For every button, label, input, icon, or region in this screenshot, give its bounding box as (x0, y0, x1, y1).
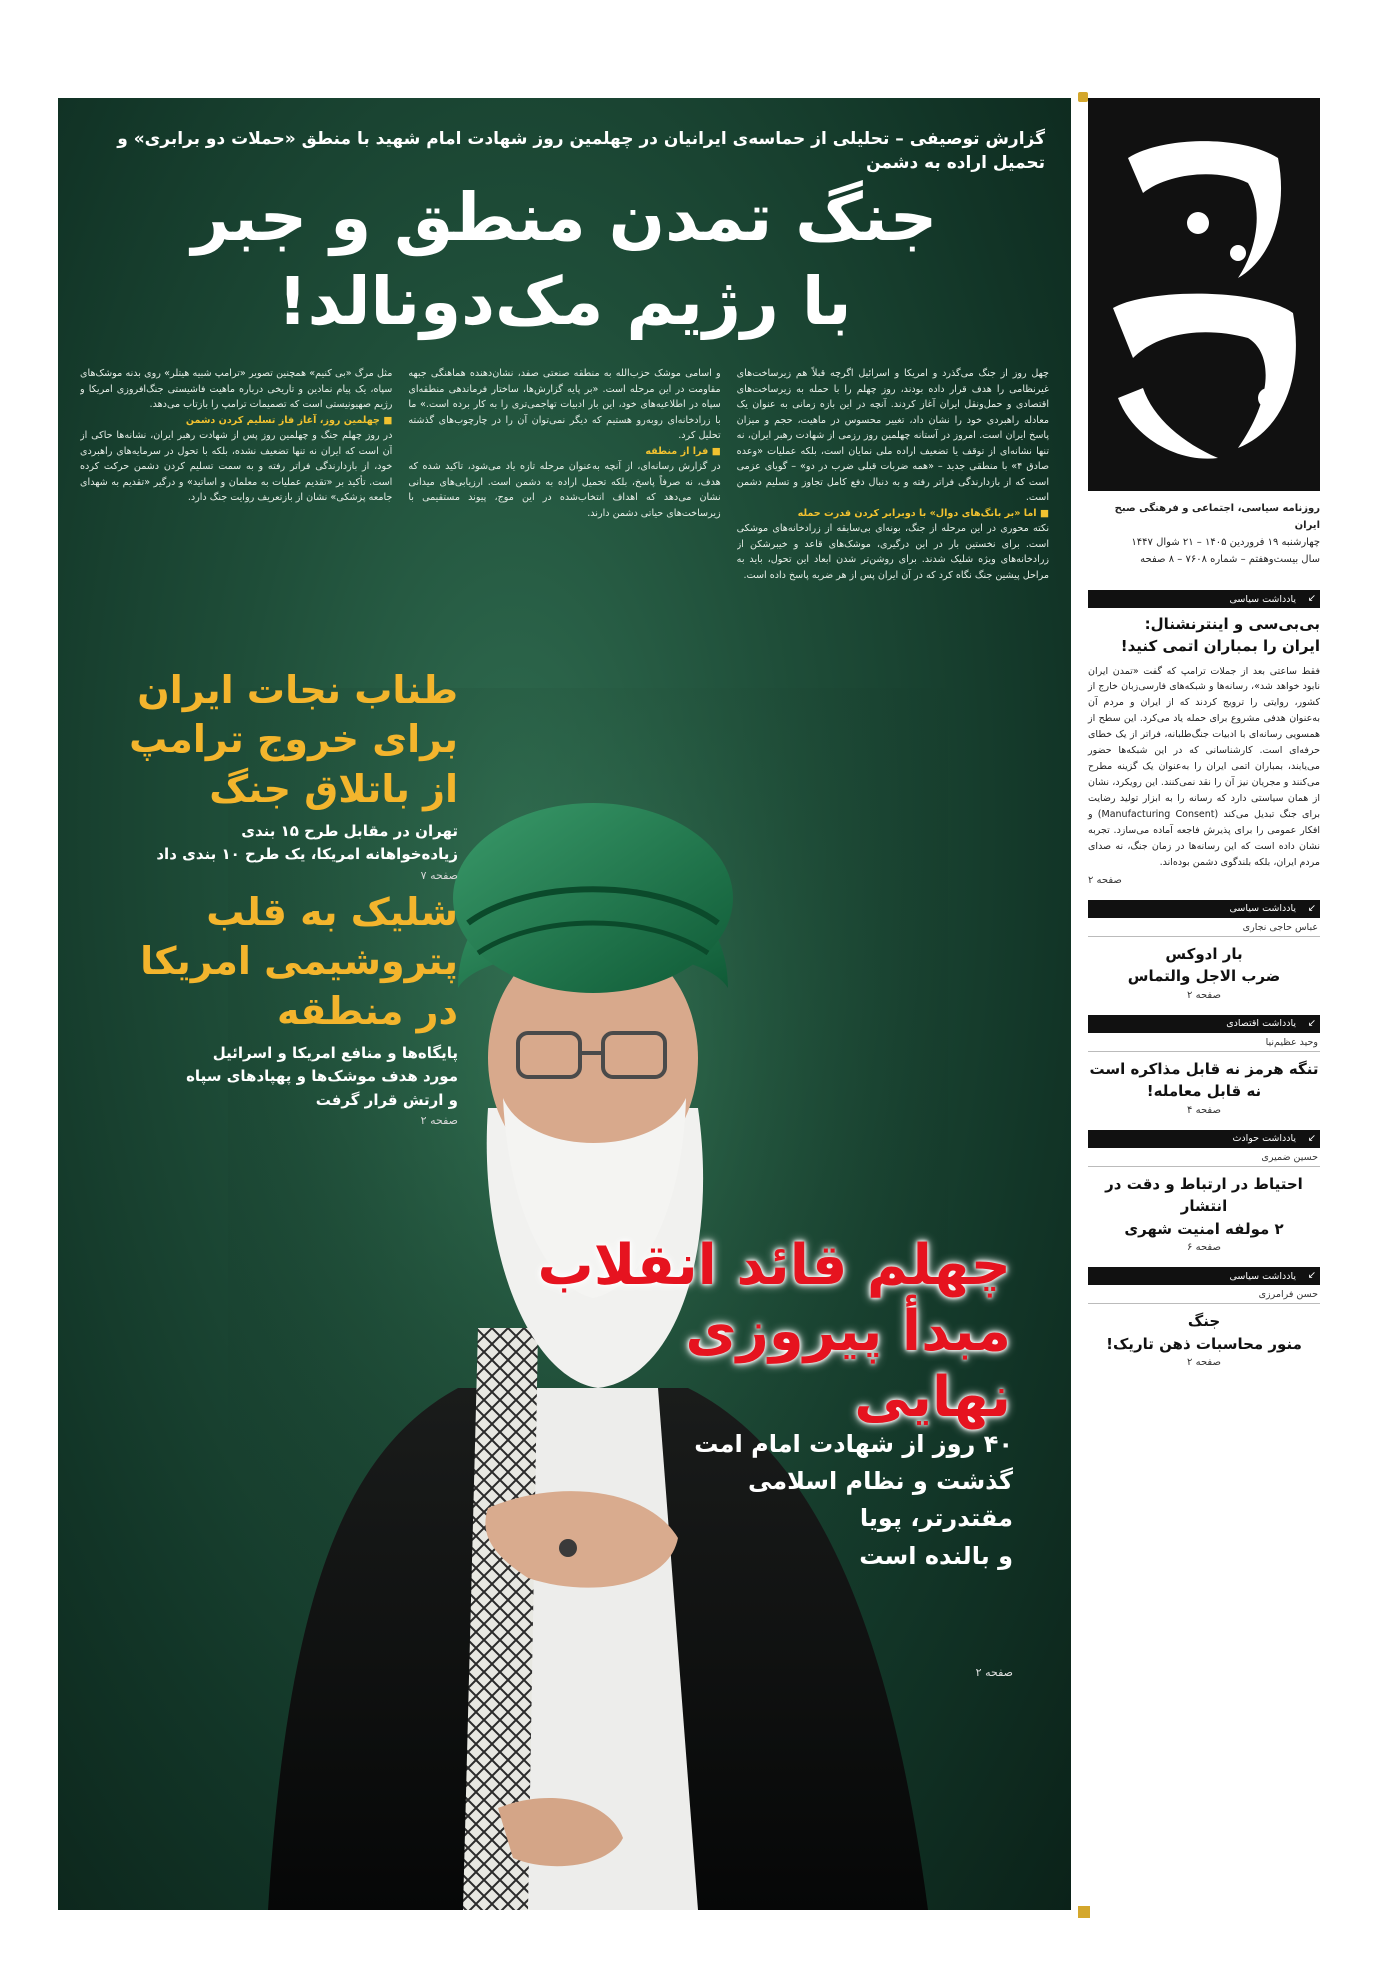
main-poster (58, 98, 1071, 1910)
article-column-3 (80, 366, 392, 696)
title-line: ۲ مولفه امنیت شهری (1124, 1219, 1284, 1238)
section-label: یادداشت سیاسی (1229, 903, 1296, 915)
teaser-title (118, 888, 458, 1036)
teaser-title-line: برای خروج ترامپ (129, 717, 458, 762)
title-line: تنگه هرمز نه قابل مذاکره است (1089, 1059, 1319, 1078)
page-ref: صفحه ۲ (1187, 989, 1221, 1001)
author-name: حسین ضمیری (1088, 1148, 1320, 1167)
teaser-title-line: از باتلاق جنگ (209, 766, 458, 811)
masthead-tagline: روزنامه سیاسی، اجتماعی و فرهنگی صبح ایران (1114, 503, 1320, 531)
teaser-iran-rescue-rope[interactable] (118, 666, 458, 882)
red-headline-line2: مبدأ پیروزی نهایی (685, 1299, 1011, 1431)
arrow-icon: ↙ (1307, 902, 1316, 914)
teaser-title-line: پتروشیمی امریکا (140, 939, 458, 984)
right-sidebar (1088, 590, 1320, 1382)
teaser-desc-line: پایگاه‌ها و منافع امریکا و اسرائیل (212, 1044, 458, 1063)
teaser-description (118, 820, 458, 867)
sidebar-block-war (1088, 1267, 1320, 1368)
teaser-desc-line: و ارتش قرار گرفت (315, 1090, 458, 1109)
main-headline[interactable] (118, 176, 1011, 345)
gold-corner-mark (1078, 92, 1088, 102)
sidebar-article-title[interactable] (1088, 608, 1320, 658)
sidebar-block-paradox (1088, 900, 1320, 1001)
title-line: نه قابل معامله! (1146, 1082, 1262, 1101)
lead-article (80, 366, 1049, 696)
title-line: ایران را بمباران اتمی کنید! (1120, 636, 1320, 655)
article-column-2 (408, 366, 720, 696)
article-column-1 (737, 366, 1049, 696)
title-line: منور محاسبات ذهن تاریک! (1106, 1334, 1302, 1353)
teaser-desc-line: تهران در مقابل طرح ۱۵ بندی (241, 822, 458, 841)
poster-subhead: گزارش توصیفی – تحلیلی از حماسه‌ی ایرانیان در چهلمین روز شهادت امام شهید با منطق «حملات دو برابری» و تحمیل اراده به دشمن (117, 129, 1045, 173)
arrow-icon: ↙ (1307, 1132, 1316, 1144)
masthead-info (1088, 500, 1320, 568)
teaser-page-ref: صفحه ۲ (420, 1113, 458, 1127)
javan-logo (1088, 98, 1320, 491)
red-sub-line: ۴۰ روز از شهادت امام امت (694, 1430, 1013, 1458)
title-line: جنگ (1187, 1312, 1221, 1331)
article-text: چهل روز از جنگ می‌گذرد و امریکا و اسرائیل اگرچه قبلاً هم زیرساخت‌های غیرنظامی را هدف قرار داده بودند، روز چهلم را با حمله به زیرساخت‌های اقتصادی و حمل‌ونقل ایران آغاز کردند. آنچه در این بازه زمانی به عنوان یک معادله راهبردی خود را نشان داد، تغییر محسوس در ماهیت، حجم و میزان پاسخ ایران است. امروز در آستانه چهلمین روز رزمی از شهادت رهبر ایران، نه تنها نشانه‌ای از توقف یا تضعیف اراده ملی نمایان است، بلکه عملیات «وعده صادق ۴» با منطقی جدید – «همه ضربات قبلی ضرب در دو» – گویای عزمی است که از بازدارندگی فراتر رفته و به دنبال دفع کامل تجاوز و تسلیم دشمن است. (736, 368, 1049, 504)
article-text: نکته محوری در این مرحله از جنگ، بونه‌ای بی‌سابقه از زرادخانه‌های موشکی است. برای نخستین بار در این درگیری، موشک‌های قاعد و خیبرشکن از زرادخانه‌های ویژه شلیک شدند. برای روشن‌تر شدن ابعاد این تحول، باید به مراحل پیشین جنگ نگاه کرد که در آن ایران پس از هر ضربه پاسخ داده است. (736, 523, 1049, 581)
article-text: در روز چهلم جنگ و چهلمین روز پس از شهادت رهبر ایران، نشانه‌ها حاکی از آن است که ایران نه تنها تضعیف نشده، بلکه با تحول در سرمایه‌های راهبردی خود، از بازدارندگی فراتر رفته و به سمت تسلیم کردن دشمن حرکت کرده است. تأکید بر «تقدیم عملیات به معلمان و اساتید» و درگیر «تقدیم به شهدای جامعه پزشکی» نشان از بازتعریف روایت جنگ دارد. (80, 430, 393, 504)
page-ref: صفحه ۲ (1088, 874, 1122, 886)
masthead-issue: سال بیست‌وهفتم – شماره ۷۶۰۸ – ۸ صفحه (1140, 554, 1320, 565)
section-label: یادداشت سیاسی (1229, 1270, 1296, 1282)
red-headline-line1: چهلم قائد انقلاب (537, 1233, 1011, 1298)
title-line: بار ادوکس (1165, 944, 1243, 963)
sidebar-article-title[interactable] (1088, 1167, 1320, 1241)
title-line: بی‌بی‌سی و اینترنشنال: (1144, 615, 1320, 633)
author-name: وحید عظیم‌نیا (1088, 1033, 1320, 1052)
red-headline-page-ref: صفحه ۲ (975, 1666, 1013, 1679)
gold-corner-mark (1078, 1906, 1090, 1918)
title-line: احتیاط در ارتباط و دقت در انتشار (1105, 1174, 1303, 1216)
article-kicker: ■ اما «بر بانگ‌های دوال» با دوبرابر کردن قدرت حمله (797, 507, 1049, 519)
page-ref: صفحه ۲ (1187, 1357, 1221, 1369)
arrow-icon: ↙ (1307, 593, 1316, 604)
masthead-date: چهارشنبه ۱۹ فروردین ۱۴۰۵ – ۲۱ شوال ۱۴۴۷ (1131, 537, 1320, 548)
logo-text (1319, 491, 1320, 492)
page-ref: صفحه ۶ (1187, 1242, 1221, 1254)
main-headline-line2: با رژیم مک‌دونالد! (277, 263, 852, 341)
main-headline-line1: جنگ تمدن منطق و جبر (191, 179, 938, 256)
teaser-title-line: طناب نجات ایران (137, 668, 458, 712)
section-bar (1088, 1267, 1320, 1285)
section-bar (1088, 1130, 1320, 1148)
teaser-page-ref: صفحه ۷ (420, 868, 458, 882)
section-bar (1088, 590, 1320, 608)
title-line: ضرب الاجل والتماس (1127, 967, 1281, 986)
sidebar-block-caution (1088, 1130, 1320, 1254)
red-sub-line: گذشت و نظام اسلامی (748, 1467, 1013, 1496)
section-label: یادداشت سیاسی (1229, 593, 1296, 605)
teaser-title-line: شلیک به قلب (206, 890, 458, 934)
article-text: مثل مرگ «بی کنیم» همچنین تصویر «ترامپ شبیه هیتلر» روی بدنه موشک‌های سپاه، یک پیام نمادین و تاریخی درباره ماهیت فاشیستی جنگ‌افروزی امریکا و رژیم صهیونیستی است که تصمیمات ترامپ را بازتاب می‌دهد. (80, 368, 393, 411)
teaser-desc-line: مورد هدف موشک‌ها و پهپادهای سپاه (186, 1067, 458, 1086)
section-label: یادداشت حوادث (1232, 1133, 1296, 1145)
sidebar-block-hormuz (1088, 1015, 1320, 1116)
sidebar-article-title[interactable] (1088, 937, 1320, 988)
article-kicker: ■ چهلمین روز، آغاز فاز تسلیم کردن دشمن (185, 414, 393, 426)
article-text: در گزارش رسانه‌ای، از آنچه به‌عنوان مرحله تازه یاد می‌شود، تاکید شده که هدف، نه صرفاً پاسخ، بلکه تحمیل اراده به دشمن است. ارزیابی‌های میدانی نشان می‌دهد که اهداف انتخاب‌شده در این موج، پیوند مستقیمی با زیرساخت‌های حیاتی دشمن دارند. (408, 461, 721, 519)
section-bar (1088, 1015, 1320, 1033)
red-sub-line: مقتدرتر، پویا (859, 1504, 1013, 1533)
arrow-icon: ↙ (1307, 1017, 1316, 1029)
teaser-desc-line: زیاده‌خواهانه امریکا، یک طرح ۱۰ بندی داد (156, 845, 458, 864)
sidebar-article-title[interactable] (1088, 1304, 1320, 1355)
section-label: یادداشت اقتصادی (1226, 1018, 1296, 1030)
masthead-logo[interactable] (1088, 98, 1320, 491)
red-headline[interactable] (531, 1233, 1011, 1431)
sidebar-block-bbc (1088, 590, 1320, 886)
red-headline-subtitle (673, 1426, 1013, 1575)
sidebar-article-title[interactable] (1088, 1052, 1320, 1103)
arrow-icon: ↙ (1307, 1270, 1316, 1282)
page-ref: صفحه ۴ (1187, 1104, 1221, 1116)
author-name: حسن فرامرزی (1088, 1285, 1320, 1304)
section-bar (1088, 900, 1320, 918)
teaser-petrochemical-strike[interactable] (118, 888, 458, 1127)
article-text: و اسامی موشک حزب‌الله به منطقه صنعتی صفد، نشان‌دهنده هماهنگی جبهه مقاومت در این مرحله است. «بر پایه گزارش‌ها، ساختار فرماندهی منطقه‌ای سپاه در اطلاعیه‌های خود، این بار ادبیات تهاجمی‌تری را به کار برده است.» ما با زرادخانه‌ای روبه‌رو هستیم که دیگر نمی‌توان آن را در چارچوب‌های گذشته تحلیل کرد. (408, 368, 721, 442)
sidebar-article-body: فقط ساعتی بعد از جملات ترامپ که گفت «تمدن ایران نابود خواهد شد»، رسانه‌ها و شبکه‌های فارسی‌زبان خارج از کشور، روایتی را ترویج کردند که از ایران و مردم آن به‌عنوان هدفی مشروع برای حمله یاد می‌کرد. این سطح از همسویی رسانه‌ای با ادبیات جنگ‌طلبانه، فراتر از یک خطای حرفه‌ای است. کارشناسانی که در این شبکه‌ها حضور می‌یابند، بمباران اتمی ایران را به‌عنوان یک گزینه مطرح می‌کنند و مجریان نیز آن را نقد نمی‌کنند. این رویکرد، نشان از همان سیاستی دارد که رسانه را به ابزار تولید رضایت برای جنگ تبدیل می‌کند (Manufacturing Consent) و افکار عمومی را برای پذیرش فاجعه آماده می‌سازد. تجربه نشان داده است که این رسانه‌ها در زمان جنگ، نه صدای مردم ایران، بلکه بلندگوی دشمن بوده‌اند. (1088, 665, 1320, 868)
teaser-title-line: در منطقه (276, 988, 458, 1033)
red-sub-line: و بالنده است (859, 1541, 1013, 1570)
teaser-title (118, 666, 458, 814)
author-name: عباس حاجی نجاری (1088, 918, 1320, 937)
article-kicker: ■ فرا از منطقه (645, 445, 721, 457)
teaser-description (118, 1042, 458, 1112)
